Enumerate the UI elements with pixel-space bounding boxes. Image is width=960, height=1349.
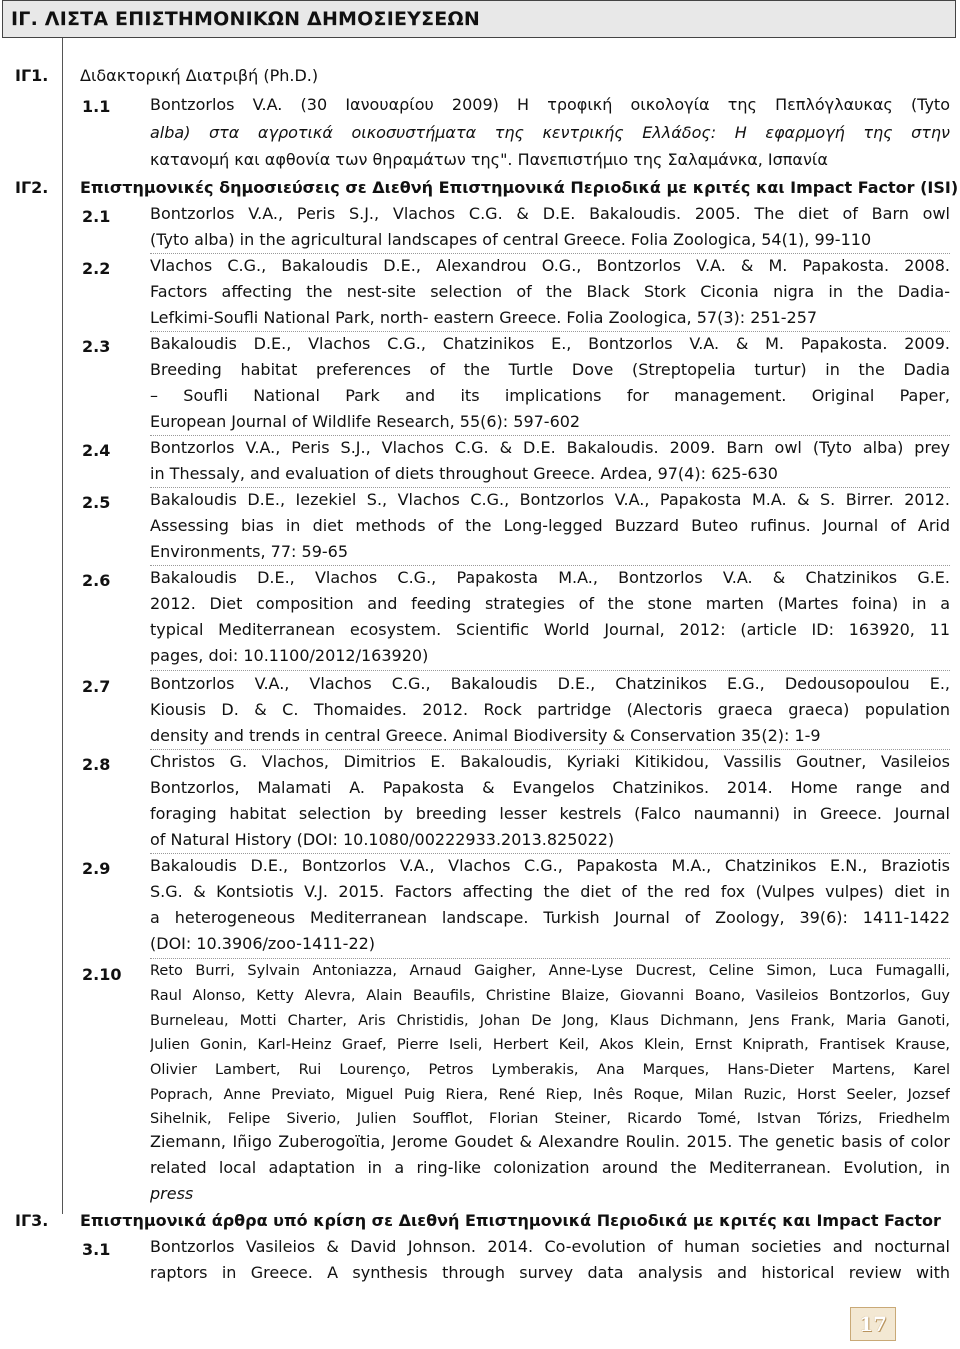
entry-line: Julien Gonin, Karl-Heinz Graef, Pierre Iseli, Herbert Keil, Akos Klein, Ernst Kniprath, Frantisek Krause, xyxy=(150,1037,950,1053)
section-title: Διδακτορική Διατριβή (Ph.D.) xyxy=(80,66,319,85)
entry-line: Bontzorlos, Malamati A. Papakosta & Evangelos Chatzinikos. 2014. Home range and xyxy=(150,778,950,797)
entry-line: 2012. Diet composition and feeding strategies of the stone marten (Martes foina) in a xyxy=(150,594,950,613)
entry-line: Bontzorlos Vasileios & David Johnson. 2014. Co-evolution of human societies and nocturnal xyxy=(150,1237,950,1256)
entry-line: foraging habitat selection by breeding lesser kestrels (Falco naumanni) in Greece. Journal xyxy=(150,804,950,823)
entry-number: 2.10 xyxy=(82,965,122,984)
entry-line: Reto Burri, Sylvain Antoniazza, Arnaud Gaigher, Anne-Lyse Ducrest, Celine Simon, Luca Fumagalli, xyxy=(150,963,950,979)
section-header xyxy=(2,0,956,38)
entry-line: Breeding habitat preferences of the Turtle Dove (Streptopelia turtur) in the Dadia xyxy=(150,360,950,379)
entry-number: 2.5 xyxy=(82,493,111,512)
section-id: ΙΓ2. xyxy=(15,178,49,197)
entry-line: Bakaloudis D.E., Iezekiel S., Vlachos C.G., Bontzorlos V.A., Papakosta M.A. & S. Birrer. 2012. xyxy=(150,490,950,509)
entry-line: Assessing bias in diet methods of the Long-legged Buzzard Buteo rufinus. Journal of Arid xyxy=(150,516,950,535)
entry-line: related local adaptation in a ring-like colonization around the Mediterranean. Evolution, in xyxy=(150,1158,950,1177)
entry-line: Bontzorlos V.A., Peris S.J., Vlachos C.G. & D.E. Bakaloudis. 2009. Barn owl (Tyto alba) prey xyxy=(150,438,950,457)
entry-line: Bontzorlos V.A., Peris S.J., Vlachos C.G. & D.E. Bakaloudis. 2005. The diet of Barn owl xyxy=(150,204,950,223)
entry-number: 2.9 xyxy=(82,859,111,878)
entry-line: raptors in Greece. A synthesis through survey data analysis and historical review with xyxy=(150,1263,950,1282)
entry-line: Kiousis D. & C. Thomaides. 2012. Rock partridge (Alectoris graeca graeca) population xyxy=(150,700,950,719)
entry-number: 2.3 xyxy=(82,337,111,356)
section-id: ΙΓ1. xyxy=(15,66,49,85)
header-title: ΙΓ. ΛΙΣΤΑ ΕΠΙΣΤΗΜΟΝΙΚΩΝ ΔΗΜΟΣΙΕΥΣΕΩΝ xyxy=(11,8,480,30)
entry-line: Burneleau, Motti Charter, Aris Christidis, Johan De Jong, Klaus Dichmann, Jens Frank, Maria Ganoti, xyxy=(150,1013,950,1029)
section-id: ΙΓ3. xyxy=(15,1211,49,1230)
entry-number: 3.1 xyxy=(82,1240,111,1259)
entry-line: Bakaloudis D.E., Bontzorlos V.A., Vlachos C.G., Papakosta M.A., Chatzinikos E.N., Braziotis xyxy=(150,856,950,875)
entry-line: European Journal of Wildlife Research, 55(6): 597-602 xyxy=(150,412,581,431)
entry-line: Environments, 77: 59-65 xyxy=(150,542,348,561)
entry-line: Bontzorlos V.A., Vlachos C.G., Bakaloudis D.E., Chatzinikos E.G., Dedousopoulou E., xyxy=(150,674,950,693)
entry-line: Bontzorlos V.A. (30 Ιανουαρίου 2009) Η τροφική οικολογία της Πεπλόγλαυκας (Tyto xyxy=(150,95,950,114)
entry-line: Raul Alonso, Ketty Alevra, Alain Beaufils, Christine Blaize, Giovanni Boano, Vasileios Bontzorlos, Guy xyxy=(150,988,950,1004)
entry-line: Poprach, Anne Previato, Miguel Puig Riera, René Riep, Inês Roque, Milan Ruzic, Horst Seeler, Jozsef xyxy=(150,1087,950,1103)
entry-line: Christos G. Vlachos, Dimitrios E. Bakaloudis, Kyriaki Kitikidou, Vassilis Goutner, Vasileios xyxy=(150,752,950,771)
entry-line: S.G. & Kontsiotis V.J. 2015. Factors affecting the diet of the red fox (Vulpes vulpes) diet in xyxy=(150,882,950,901)
entry-line: – Soufli National Park and its implications for management. Original Paper, xyxy=(150,386,950,405)
entry-line: (Tyto alba) in the agricultural landscapes of central Greece. Folia Zoologica, 54(1), 99-110 xyxy=(150,230,872,249)
entry-line: κατανομή και αφθονία των θηραμάτων της". Πανεπιστήμιο της Σαλαμάνκα, Ισπανία xyxy=(150,150,828,169)
section-title: Επιστημονικές δημοσιεύσεις σε Διεθνή Επιστημονικά Περιοδικά με κριτές και Impact Factor (ISI) xyxy=(80,178,959,197)
entry-number: 1.1 xyxy=(82,97,111,116)
entry-line: Lefkimi-Soufli National Park, north- eastern Greece. Folia Zoologica, 57(3): 251-257 xyxy=(150,308,818,327)
entry-line: density and trends in central Greece. Animal Biodiversity & Conservation 35(2): 1-9 xyxy=(150,726,821,745)
entry-number: 2.4 xyxy=(82,441,111,460)
entry-number: 2.8 xyxy=(82,755,111,774)
entry-line: Ziemann, Iñigo Zuberogoïtia, Jerome Goudet & Alexandre Roulin. 2015. The genetic basis of color xyxy=(150,1132,950,1151)
entry-line: alba) στα αγροτικά οικοσυστήματα της κεντρικής Ελλάδος: Η εφαρμογή της στην xyxy=(150,123,950,142)
entry-line: Factors affecting the nest-site selection of the Black Stork Ciconia nigra in the Dadia- xyxy=(150,282,950,301)
entry-line: in Thessaly, and evaluation of diets throughout Greece. Ardea, 97(4): 625-630 xyxy=(150,464,778,483)
entry-line: press xyxy=(150,1184,194,1203)
entry-line: Bakaloudis D.E., Vlachos C.G., Chatzinikos E., Bontzorlos V.A. & M. Papakosta. 2009. xyxy=(150,334,950,353)
entry-number: 2.2 xyxy=(82,259,111,278)
entry-line: typical Mediterranean ecosystem. Scientific World Journal, 2012: (article ID: 163920, 11 xyxy=(150,620,950,639)
entry-line: (DOI: 10.3906/zoo-1411-22) xyxy=(150,934,376,953)
entry-number: 2.6 xyxy=(82,571,111,590)
entry-number: 2.7 xyxy=(82,677,111,696)
entry-line: pages, doi: 10.1100/2012/163920) xyxy=(150,646,429,665)
column-divider xyxy=(62,38,63,1214)
entry-line: of Natural History (DOI: 10.1080/00222933.2013.825022) xyxy=(150,830,615,849)
page-number: 17 xyxy=(850,1307,896,1341)
entry-line: Olivier Lambert, Rui Lourenço, Petros Lymberakis, Ana Marques, Hans-Dieter Martens, Karel xyxy=(150,1062,950,1078)
section-title: Επιστημονικά άρθρα υπό κρίση σε Διεθνή Επιστημονικά Περιοδικά με κριτές και Impact Factor xyxy=(80,1211,941,1230)
entry-line: Vlachos C.G., Bakaloudis D.E., Alexandrou O.G., Bontzorlos V.A. & M. Papakosta. 2008. xyxy=(150,256,950,275)
entry-number: 2.1 xyxy=(82,207,111,226)
entry-line: Sihelnik, Felipe Siverio, Julien Soufflot, Florian Steiner, Ricardo Tomé, Istvan Tórizs, Friedhelm xyxy=(150,1111,950,1127)
entry-line: a heterogeneous Mediterranean landscape. Turkish Journal of Zoology, 39(6): 1411-1422 xyxy=(150,908,950,927)
entry-line: Bakaloudis D.E., Vlachos C.G., Papakosta M.A., Bontzorlos V.A. & Chatzinikos G.E. xyxy=(150,568,950,587)
